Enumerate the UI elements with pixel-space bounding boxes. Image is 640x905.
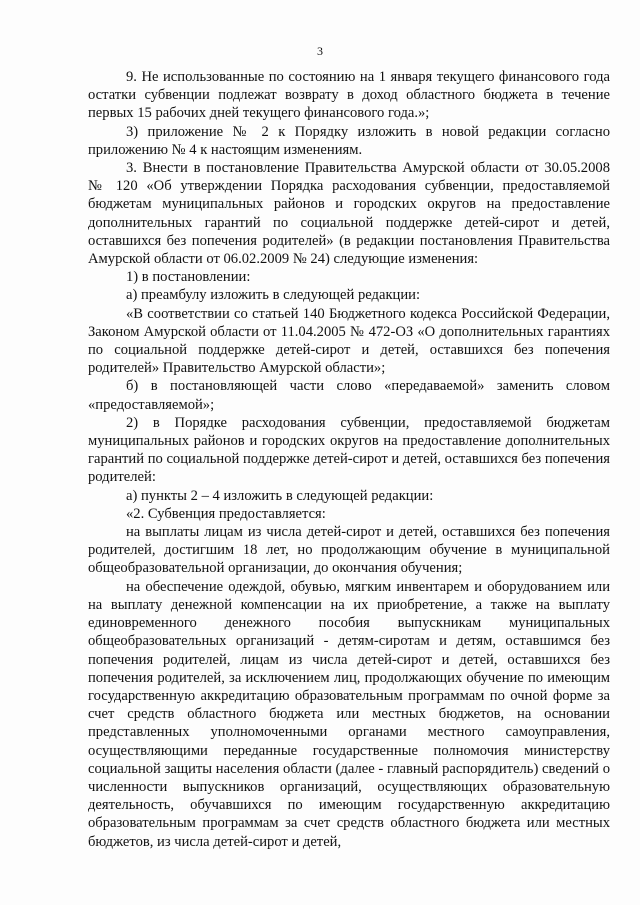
paragraph: а) преамбулу изложить в следующей редакции: [126,287,421,304]
paragraph: на выплаты лицам из числа детей-сирот и детей, оставшихся без попечения родителей, достигшим 18 лет, но продолжающим обучение в муниципальной общеобразовательной организации, до окончания обучения; [88,524,610,577]
paragraph: 9. Не использованные по состоянию на 1 января текущего финансового года остатки субвенции подлежат возврату в доход областного бюджета в течение первых 15 рабочих дней текущего финансового года.»; [88,69,610,122]
paragraph: 1) в постановлении: [126,269,251,286]
paragraph: б) в постановляющей части слово «передаваемой» заменить словом «предоставляемой»; [88,378,610,413]
page-number: 3 [317,44,323,58]
paragraph: 3) приложение № 2 к Порядку изложить в новой редакции согласно приложению № 4 к настоящим изменениям. [88,123,610,158]
paragraph: 3. Внести в постановление Правительства Амурской области от 30.05.2008 № 120 «Об утверждении Порядка расходования субвенции, предоставляемой бюджетам муниципальных районов и городских округов на предоставление дополнительных гарантий по социальной поддержке детей-сирот и детей, оставшихся без попечения родителей» (в редакции постановления Правительства Амурской области от 06.02.2009 № 24) следующие изменения: [88,160,610,268]
paragraph: а) пункты 2 – 4 изложить в следующей редакции: [126,487,434,504]
document-body [88,68,610,851]
paragraph: «2. Субвенция предоставляется: [126,505,326,522]
paragraph: на обеспечение одеждой, обувью, мягким инвентарем и оборудованием или на выплату денежной компенсации на их приобретение, а также на выплату единовременного денежного пособия выпускникам муниципальных общеобразовательных организаций - детям-сиротам и детям, оставшимся без попечения родителей, лицам из числа детей-сирот и детей, оставшихся без попечения родителей, за исключением лиц, продолжающих обучение по имеющим государственную аккредитацию образовательным программам по очной форме за счет средств областного бюджета или местных бюджетов, на основании представленных уполномоченными органами местного самоуправления, осуществляющими переданные государственные полномочия министерству социальной защиты населения области (далее - главный распорядитель) сведений о численности выпускников организаций, осуществляющих образовательную деятельность, обучавшихся по имеющим государственную аккредитацию образовательным программам за счет средств областного бюджета или местных бюджетов, из числа детей-сирот и детей, [88,578,610,850]
paragraph: 2) в Порядке расходования субвенции, предоставляемой бюджетам муниципальных районов и городских округов на предоставление дополнительных гарантий по социальной поддержке детей-сирот и детей, оставшихся без попечения родителей: [88,414,610,486]
paragraph: «В соответствии со статьей 140 Бюджетного кодекса Российской Федерации, Законом Амурской области от 11.04.2005 № 472-ОЗ «О дополнительных гарантиях по социальной поддержке детей-сирот и детей, оставшихся без попечения родителей» Правительство Амурской области»; [88,305,610,377]
